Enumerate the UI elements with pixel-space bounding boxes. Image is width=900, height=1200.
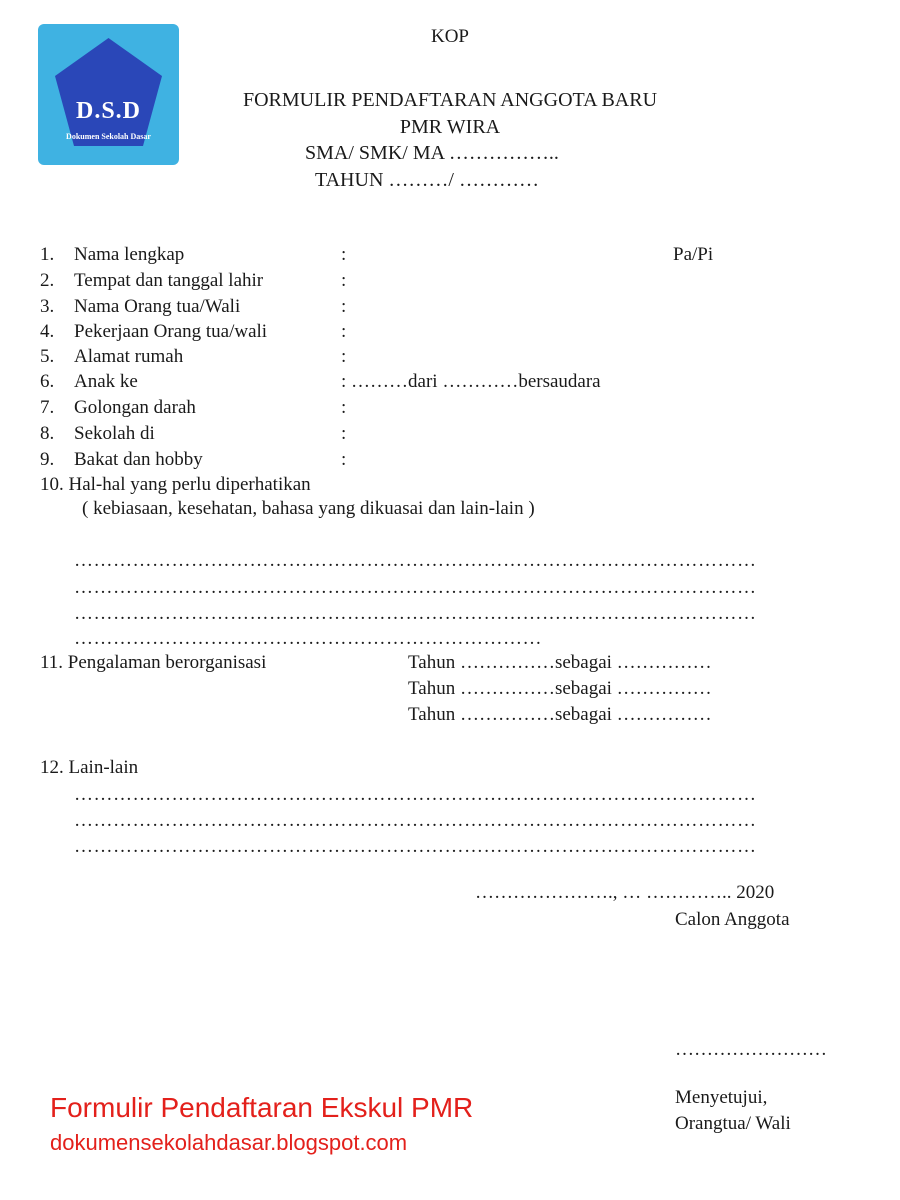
item10-label: 10. Hal-hal yang perlu diperhatikan [40,474,311,495]
experience-row: Tahun ……………sebagai …………… [408,704,712,725]
signature-date: …………………., … ………….. 2020 [475,882,775,903]
fill-line: …………………………………………………………………………………………… [74,784,757,805]
field-colon: : [341,449,347,470]
form-title: FORMULIR PENDAFTARAN ANGGOTA BARU [242,89,658,111]
logo-main-text: D.S.D [75,98,141,124]
field-number: 3. [40,296,55,317]
field-colon: : [341,346,347,367]
field-number: 7. [40,397,55,418]
field-label: Nama lengkap [74,244,185,265]
field-row [0,270,900,296]
field-colon: : [341,423,347,444]
item12-label: 12. Lain-lain [40,757,139,778]
field-number: 6. [40,371,55,392]
logo-sub-text: Dokumen Sekolah Dasar [66,132,151,141]
field-number: 8. [40,423,55,444]
field-colon: : [341,270,347,291]
field-label: Alamat rumah [74,346,184,367]
watermark-title: Formulir Pendaftaran Ekskul PMR [50,1092,474,1123]
field-row [0,371,900,397]
item10-note: ( kebiasaan, kesehatan, bahasa yang dikuasai dan lain-lain ) [82,498,535,519]
field-number: 4. [40,321,55,342]
field-row [0,244,900,270]
form-subtitle: PMR WIRA [399,116,501,138]
field-number: 1. [40,244,55,265]
experience-row: Tahun ……………sebagai …………… [408,652,712,673]
experience-row: Tahun ……………sebagai …………… [408,678,712,699]
field-label: Golongan darah [74,397,196,418]
field-label: Bakat dan hobby [74,449,203,470]
fill-line: …………………………………………………………………………………………… [74,550,757,571]
school-line: SMA/ SMK/ MA …………….. [305,142,559,164]
fill-line: …………………………………………………………………………………………… [74,577,757,598]
fill-line: …………………………………………………………………………………………… [74,603,757,624]
field-row [0,423,900,449]
field-colon: : [341,296,347,317]
field-row [0,397,900,423]
kop-heading: KOP [430,26,469,47]
field-row [0,321,900,347]
fill-line: ……………………………………………………………… [74,628,542,649]
field-number: 9. [40,449,55,470]
field-colon: : [341,397,347,418]
watermark-url: dokumensekolahdasar.blogspot.com [50,1130,408,1155]
field-row [0,346,900,372]
field-label: Tempat dan tanggal lahir [74,270,264,291]
item11-label: 11. Pengalaman berorganisasi [40,652,267,673]
field-colon: : [341,244,347,265]
signature-blank: …………………… [675,1039,827,1060]
fill-line: …………………………………………………………………………………………… [74,810,757,831]
field-label: Sekolah di [74,423,155,444]
field-number: 5. [40,346,55,367]
field-number: 2. [40,270,55,291]
field-row [0,449,900,475]
approve-label: Menyetujui, [675,1087,768,1108]
parent-label: Orangtua/ Wali [675,1113,791,1134]
fill-line: …………………………………………………………………………………………… [74,836,757,857]
field-label: Anak ke [74,371,138,392]
field-label: Nama Orang tua/Wali [74,296,241,317]
field-label: Pekerjaan Orang tua/wali [74,321,268,342]
field-row [0,296,900,322]
year-line: TAHUN ………/ ………… [315,169,539,191]
candidate-label: Calon Anggota [675,909,790,930]
field-colon: : [341,321,347,342]
field-colon: : ………dari …………bersaudara [341,371,601,392]
gender-option: Pa/Pi [673,244,714,265]
